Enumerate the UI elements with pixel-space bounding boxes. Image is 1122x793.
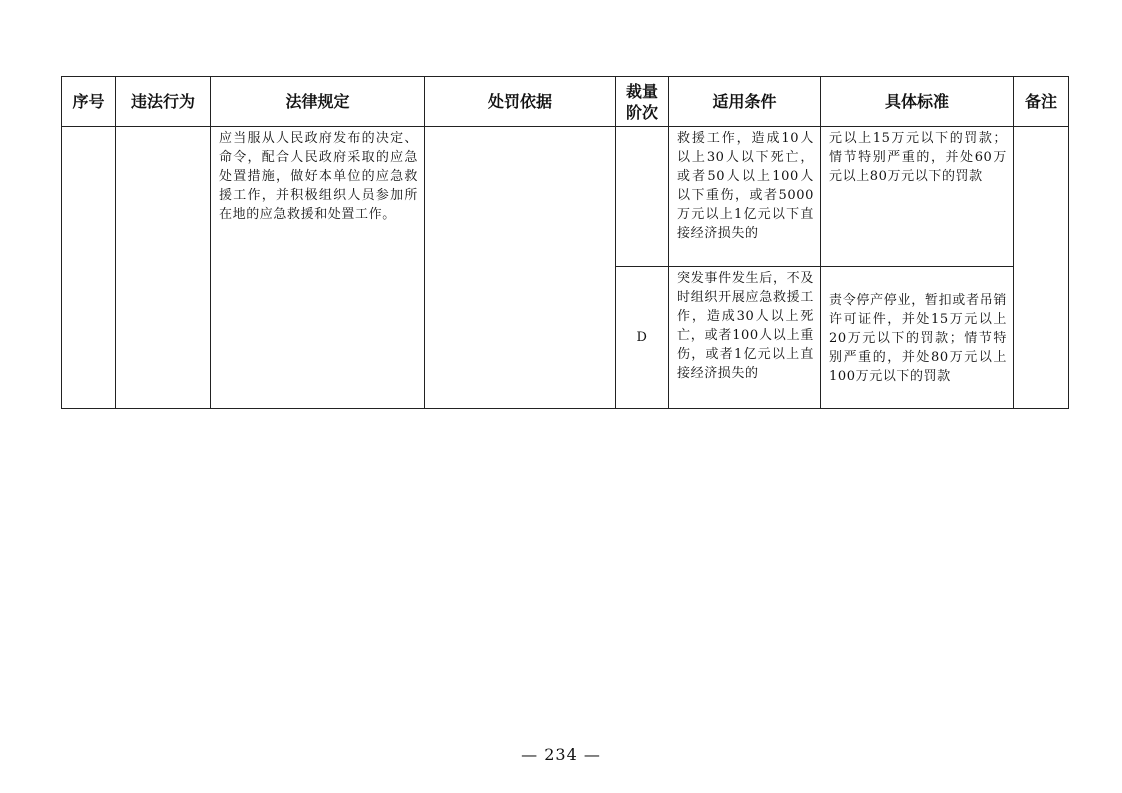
standard-text: 责令停产停业，暂扣或者吊销许可证件，并处15万元以上20万元以下的罚款；情节特别严重的，并处80万元以上100万元以下的罚款 xyxy=(829,293,1007,384)
seq-cell xyxy=(62,127,116,409)
header-legal-provision: 法律规定 xyxy=(211,77,425,127)
header-remarks: 备注 xyxy=(1014,77,1069,127)
standard-cell xyxy=(821,267,1014,409)
penalty-basis-cell xyxy=(425,127,616,409)
header-level-label: 裁量阶次 xyxy=(626,81,659,122)
level-cell: D xyxy=(616,267,669,409)
header-seq: 序号 xyxy=(62,77,116,127)
legal-provision-cell xyxy=(211,127,425,409)
table-header-row xyxy=(62,77,1069,127)
violation-cell xyxy=(116,127,211,409)
level-cell xyxy=(616,127,669,267)
header-condition: 适用条件 xyxy=(669,77,821,127)
condition-text: 突发事件发生后，不及时组织开展应急救援工作，造成30人以上死亡，或者100人以上重伤，或者1亿元以上直接经济损失的 xyxy=(677,271,814,381)
penalty-discretion-table xyxy=(61,76,1069,409)
standard-text: 元以上15万元以下的罚款；情节特别严重的，并处60万元以上80万元以下的罚款 xyxy=(829,131,1007,184)
page-number: — 234 — xyxy=(521,745,601,764)
header-penalty-basis: 处罚依据 xyxy=(425,77,616,127)
table-row xyxy=(62,127,1069,267)
standard-cell xyxy=(821,127,1014,267)
header-violation: 违法行为 xyxy=(116,77,211,127)
legal-provision-text: 应当服从人民政府发布的决定、命令，配合人民政府采取的应急处置措施，做好本单位的应急救援工作，并积极组织人员参加所在地的应急救援和处置工作。 xyxy=(219,131,418,222)
condition-text: 救援工作，造成10人以上30人以下死亡，或者50人以上100人以下重伤，或者5000万元以上1亿元以下直接经济损失的 xyxy=(677,131,814,241)
condition-cell xyxy=(669,267,821,409)
header-level xyxy=(616,77,669,127)
remarks-cell xyxy=(1014,127,1069,409)
condition-cell xyxy=(669,127,821,267)
header-standard: 具体标准 xyxy=(821,77,1014,127)
